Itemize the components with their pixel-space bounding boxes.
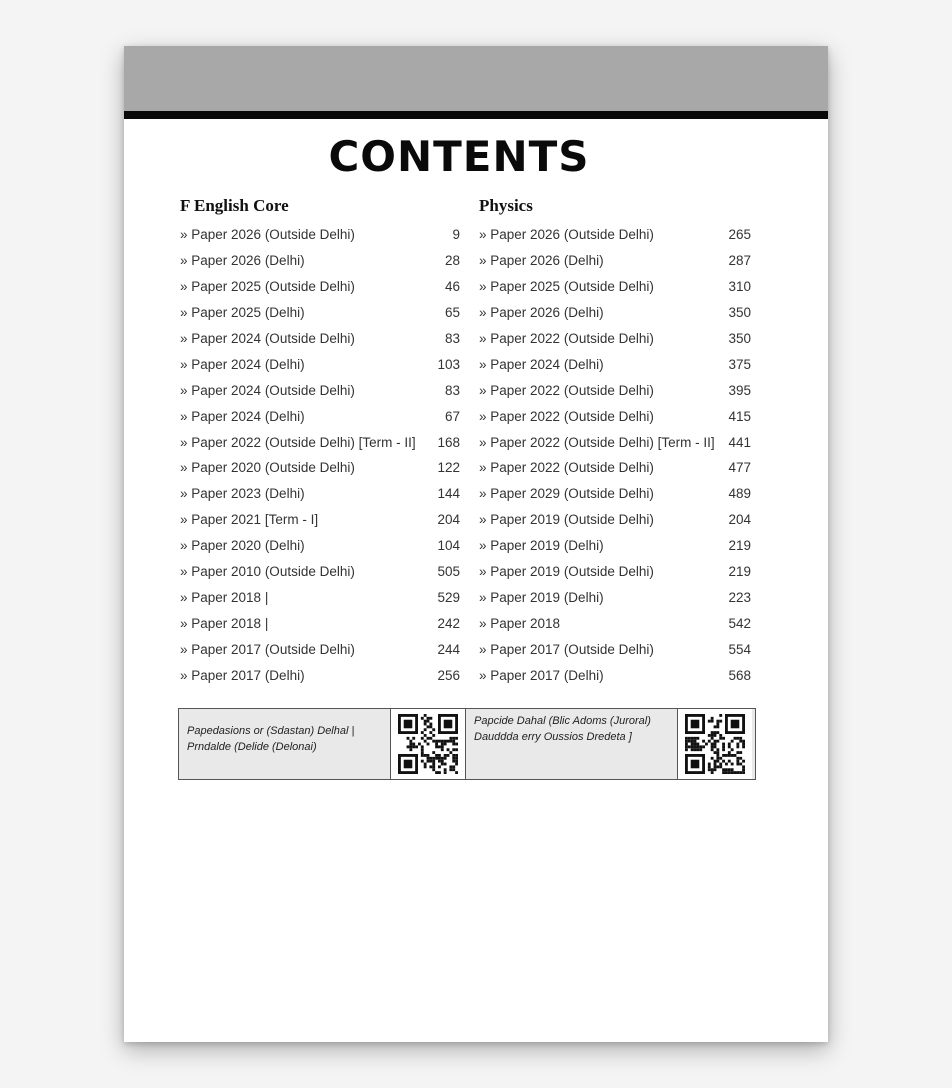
toc-entry-label: » Paper 2019 (Delhi) bbox=[479, 538, 604, 554]
column-heading: Physics bbox=[479, 196, 533, 215]
toc-entry-label: » Paper 2025 (Outside Delhi) bbox=[479, 279, 654, 295]
toc-entry-page: 265 bbox=[728, 227, 751, 243]
toc-entry-label: » Paper 2017 (Outside Delhi) bbox=[479, 641, 654, 657]
toc-entry bbox=[180, 481, 460, 507]
caption-line: Papcide Dahal (Blic Adoms (Juroral) bbox=[474, 715, 651, 727]
toc-entry bbox=[180, 507, 460, 533]
toc-entry bbox=[180, 610, 460, 636]
toc-entry-page: 350 bbox=[728, 305, 751, 321]
toc-entry bbox=[479, 377, 751, 403]
toc-entry-page: 350 bbox=[728, 331, 751, 346]
toc-entry bbox=[479, 222, 751, 248]
toc-entry-page: 415 bbox=[728, 408, 751, 424]
toc-entry bbox=[479, 455, 751, 481]
toc-entry-page: 67 bbox=[444, 408, 460, 424]
toc-entry bbox=[180, 429, 460, 455]
qr-code-icon bbox=[391, 709, 466, 779]
toc-entry-page: 554 bbox=[728, 641, 751, 657]
toc-entry-page: 83 bbox=[444, 382, 460, 398]
toc-entry bbox=[479, 610, 751, 636]
toc-entry-label: » Paper 2024 (Delhi) bbox=[180, 356, 305, 372]
toc-entry bbox=[180, 403, 460, 429]
toc-entry-page: 287 bbox=[728, 253, 751, 269]
toc-entry-page: 477 bbox=[728, 460, 751, 476]
toc-entry bbox=[180, 300, 460, 326]
toc-entry-page: 223 bbox=[728, 589, 751, 605]
toc-list bbox=[180, 222, 460, 688]
caption-line: Papedasions or (Sdastan) Delhal | bbox=[187, 725, 355, 737]
toc-entry bbox=[479, 429, 751, 455]
toc-entry-label: » Paper 2026 (Delhi) bbox=[479, 253, 604, 269]
toc-entry-page: 395 bbox=[728, 382, 751, 398]
toc-entry-page: 65 bbox=[444, 305, 460, 321]
english-core-column bbox=[180, 196, 460, 688]
toc-list bbox=[479, 222, 751, 688]
toc-entry-page: 529 bbox=[437, 589, 460, 605]
qr-caption-right bbox=[466, 709, 678, 779]
toc-entry-label: » Paper 2010 (Outside Delhi) bbox=[180, 564, 355, 580]
toc-entry-label: » Paper 2024 (Outside Delhi) bbox=[180, 382, 355, 398]
toc-entry-page: 144 bbox=[437, 486, 460, 502]
toc-entry-page: 219 bbox=[728, 538, 751, 554]
toc-entry bbox=[479, 300, 751, 326]
toc-entry bbox=[479, 326, 751, 352]
toc-entry-page: 168 bbox=[437, 434, 460, 450]
toc-entry-page: 103 bbox=[437, 356, 460, 372]
toc-entry bbox=[479, 403, 751, 429]
toc-entry-page: 46 bbox=[444, 279, 460, 295]
toc-entry-page: 375 bbox=[728, 356, 751, 372]
toc-entry-label: » Paper 2018 bbox=[479, 615, 561, 631]
toc-entry bbox=[180, 274, 460, 300]
toc-entry-page: 104 bbox=[437, 538, 460, 554]
toc-entry-label: » Paper 2026 (Outside Delhi) bbox=[180, 227, 355, 243]
caption-line: Prndalde (Delide (Delonai) bbox=[187, 741, 317, 753]
toc-entry bbox=[479, 274, 751, 300]
toc-entry bbox=[180, 559, 460, 585]
toc-entry-label: » Paper 2022 (Outside Delhi) [Term - II] bbox=[479, 434, 715, 450]
toc-entry-page: 204 bbox=[437, 512, 460, 528]
toc-entry-page: 489 bbox=[728, 486, 751, 502]
toc-entry-label: » Paper 2024 (Delhi) bbox=[180, 408, 305, 424]
toc-entry-page: 441 bbox=[728, 434, 751, 450]
toc-entry-label: » Paper 2022 (Outside Delhi) bbox=[479, 408, 654, 424]
physics-column bbox=[479, 196, 751, 688]
toc-entry-page: 28 bbox=[444, 253, 460, 269]
toc-entry-label: » Paper 2018 | bbox=[180, 615, 269, 631]
toc-entry-page: 9 bbox=[452, 227, 460, 243]
toc-entry bbox=[479, 533, 751, 559]
toc-entry bbox=[479, 559, 751, 585]
toc-entry-page: 505 bbox=[437, 564, 460, 580]
toc-entry-label: » Paper 2019 (Outside Delhi) bbox=[479, 564, 654, 580]
toc-entry-label: » Paper 2021 [Term - I] bbox=[180, 512, 319, 528]
header-rule bbox=[124, 111, 828, 119]
toc-entry-label: » Paper 2019 (Outside Delhi) bbox=[479, 512, 654, 528]
toc-entry bbox=[180, 351, 460, 377]
qr-caption-left bbox=[179, 709, 391, 779]
toc-entry-page: 244 bbox=[437, 641, 460, 657]
qr-code-icon bbox=[678, 709, 752, 779]
toc-entry bbox=[479, 662, 751, 688]
toc-entry bbox=[479, 507, 751, 533]
toc-entry-page: 542 bbox=[728, 615, 751, 631]
toc-entry-label: » Paper 2022 (Outside Delhi) bbox=[479, 460, 654, 476]
toc-entry-page: 242 bbox=[437, 615, 460, 631]
page-title: CONTENTS bbox=[328, 132, 590, 181]
toc-entry-label: » Paper 2017 (Delhi) bbox=[479, 667, 604, 683]
toc-entry-page: 83 bbox=[444, 331, 460, 346]
toc-entry-label: » Paper 2024 (Delhi) bbox=[479, 356, 604, 372]
toc-entry bbox=[479, 351, 751, 377]
toc-entry-label: » Paper 2019 (Delhi) bbox=[479, 589, 604, 605]
toc-entry-page: 256 bbox=[437, 667, 460, 683]
toc-entry-page: 219 bbox=[728, 564, 751, 580]
toc-entry-label: » Paper 2029 (Outside Delhi) bbox=[479, 486, 654, 502]
toc-entry-label: » Paper 2022 (Outside Delhi) [Term - II] bbox=[180, 434, 416, 450]
contents-page bbox=[124, 46, 828, 1042]
toc-entry-label: » Paper 2018 | bbox=[180, 589, 269, 605]
toc-entry-page: 568 bbox=[728, 667, 751, 683]
toc-entry-label: » Paper 2020 (Delhi) bbox=[180, 538, 305, 554]
header-band bbox=[124, 46, 828, 111]
toc-entry-label: » Paper 2025 (Outside Delhi) bbox=[180, 279, 355, 295]
toc-entry bbox=[180, 636, 460, 662]
toc-entry-label: » Paper 2022 (Outside Delhi) bbox=[479, 382, 654, 398]
toc-entry bbox=[180, 222, 460, 248]
toc-entry bbox=[180, 455, 460, 481]
toc-entry-label: » Paper 2025 (Delhi) bbox=[180, 305, 305, 321]
toc-entry-label: » Paper 2020 (Outside Delhi) bbox=[180, 460, 355, 476]
caption-line: Dauddda erry Oussios Dredeta ] bbox=[474, 731, 632, 743]
toc-entry-label: » Paper 2017 (Delhi) bbox=[180, 667, 305, 683]
toc-entry bbox=[180, 662, 460, 688]
toc-entry bbox=[180, 326, 460, 352]
toc-entry bbox=[479, 248, 751, 274]
toc-entry-label: » Paper 2026 (Outside Delhi) bbox=[479, 227, 654, 243]
toc-entry bbox=[479, 481, 751, 507]
toc-entry-page: 204 bbox=[728, 512, 751, 528]
toc-entry bbox=[479, 584, 751, 610]
toc-entry bbox=[180, 533, 460, 559]
toc-entry-label: » Paper 2026 (Delhi) bbox=[180, 253, 305, 269]
toc-entry bbox=[180, 377, 460, 403]
qr-panel bbox=[178, 708, 756, 780]
toc-entry-label: » Paper 2022 (Outside Delhi) bbox=[479, 331, 654, 346]
toc-entry-page: 122 bbox=[437, 460, 460, 476]
toc-entry bbox=[180, 248, 460, 274]
column-heading: F English Core bbox=[180, 196, 289, 215]
toc-entry-page: 310 bbox=[728, 279, 751, 295]
toc-entry-label: » Paper 2024 (Outside Delhi) bbox=[180, 331, 355, 346]
toc-entry-label: » Paper 2017 (Outside Delhi) bbox=[180, 641, 355, 657]
toc-entry bbox=[479, 636, 751, 662]
toc-entry-label: » Paper 2023 (Delhi) bbox=[180, 486, 305, 502]
toc-entry bbox=[180, 584, 460, 610]
toc-entry-label: » Paper 2026 (Delhi) bbox=[479, 305, 604, 321]
